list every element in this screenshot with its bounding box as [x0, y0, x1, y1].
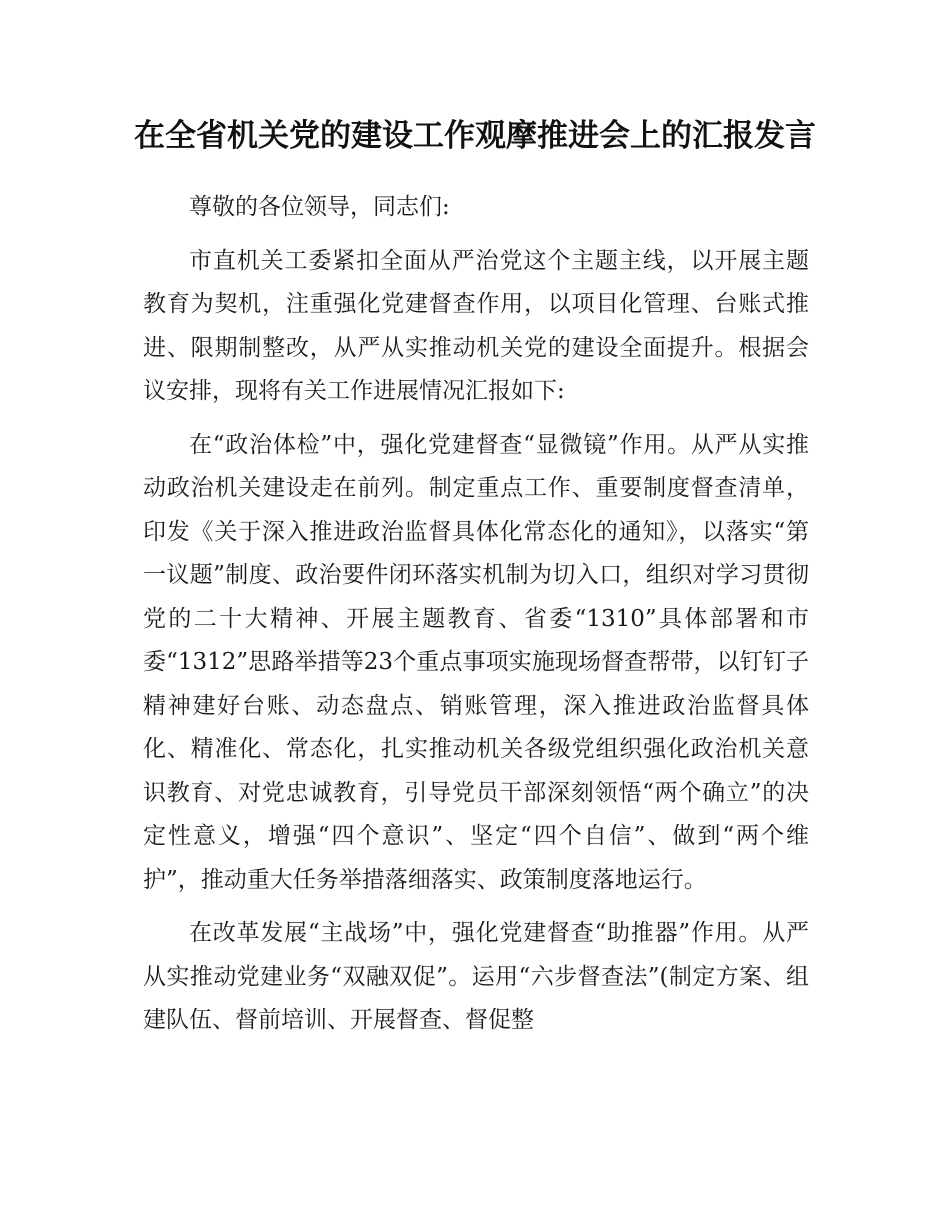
salutation: 尊敬的各位领导，同志们:: [189, 194, 450, 220]
document-body: [143, 186, 809, 1043]
paragraph-political-check: 在“政治体检”中，强化党建督查“显微镜”作用。从严从实推动政治机关建设走在前列。制定重点工作、重要制度督查清单，印发《关于深入推进政治监督具体化常态化的通知》，以落实“第一议题”制度、政治要件闭环落实机制为切入口，组织对学习贯彻党的二十大精神、开展主题教育、省委“1310”具体部署和市委“1312”思路举措等23个重点事项实施现场督查帮带，以钉钉子精神建好台账、动态盘点、销账管理，深入推进政治监督具体化、精准化、常态化，扎实推动机关各级党组织强化政治机关意识教育、对党忠诚教育，引导党员干部深刻领悟“两个确立”的决定性意义，增强“四个意识”、坚定“四个自信”、做到“两个维护”，推动重大任务举措落细落实、政策制度落地运行。: [143, 431, 809, 893]
document-title: 在全省机关党的建设工作观摩推进会上的汇报发言: [134, 118, 816, 154]
paragraph-reform-development: 在改革发展“主战场”中，强化党建督查“助推器”作用。从严从实推动党建业务“双融双促”。运用“六步督查法”(制定方案、组建队伍、督前培训、开展督查、督促整: [143, 920, 809, 1033]
paragraph-intro: 市直机关工委紧扣全面从严治党这个主题主线，以开展主题教育为契机，注重强化党建督查作用，以项目化管理、台账式推进、限期制整改，从严从实推动机关党的建设全面提升。根据会议安排，现将有关工作进展情况汇报如下:: [143, 247, 809, 404]
